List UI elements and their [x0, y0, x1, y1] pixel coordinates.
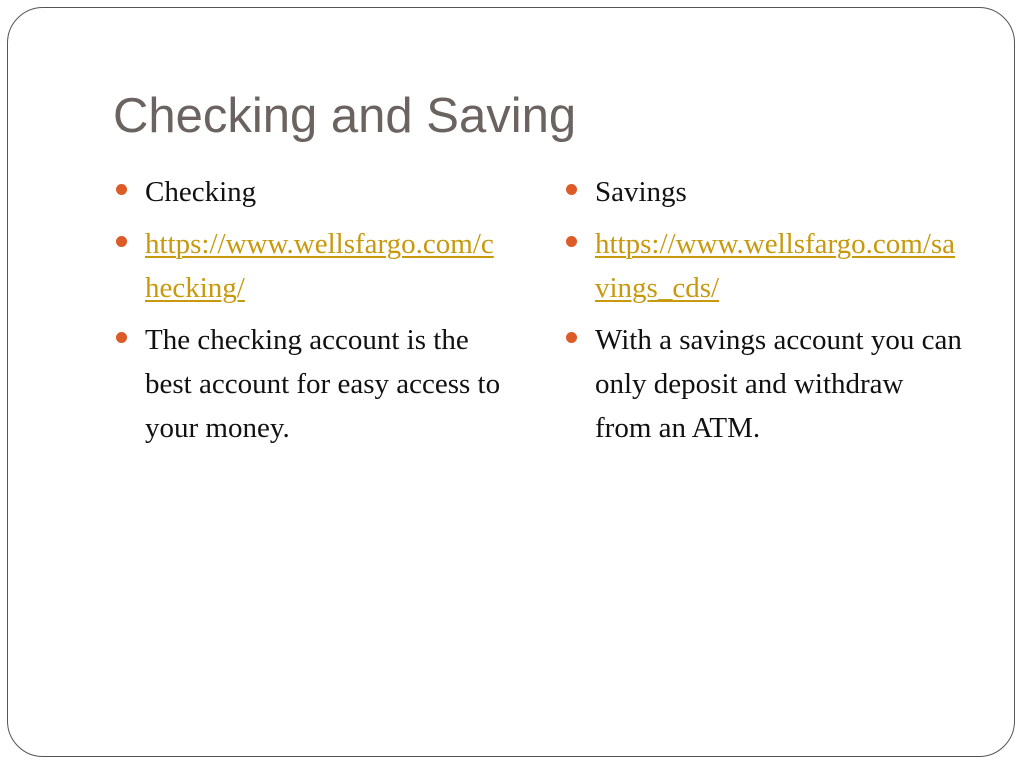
- checking-link[interactable]: https://www.wellsfargo.com/checking/: [145, 228, 494, 304]
- bullet-icon: [566, 236, 577, 247]
- checking-description: The checking account is the best account for easy access to your money.: [145, 324, 501, 444]
- bullet-item-checking-heading: [116, 170, 506, 214]
- bullet-icon: [116, 184, 127, 195]
- bullet-icon: [566, 184, 577, 195]
- bullet-item-checking-link: [116, 222, 506, 310]
- bullet-icon: [116, 332, 127, 343]
- savings-heading: Savings: [595, 176, 687, 208]
- bullet-icon: [116, 236, 127, 247]
- right-column: [566, 170, 966, 458]
- bullet-item-savings-description: [566, 318, 966, 450]
- slide-title: Checking and Saving: [113, 89, 577, 143]
- savings-link[interactable]: https://www.wellsfargo.com/savings_cds/: [595, 228, 956, 304]
- bullet-item-savings-heading: [566, 170, 966, 214]
- bullet-icon: [566, 332, 577, 343]
- bullet-item-savings-link: [566, 222, 966, 310]
- left-column: [116, 170, 506, 458]
- bullet-item-checking-description: [116, 318, 506, 450]
- checking-heading: Checking: [145, 176, 257, 208]
- savings-description: With a savings account you can only deposit and withdraw from an ATM.: [595, 324, 962, 444]
